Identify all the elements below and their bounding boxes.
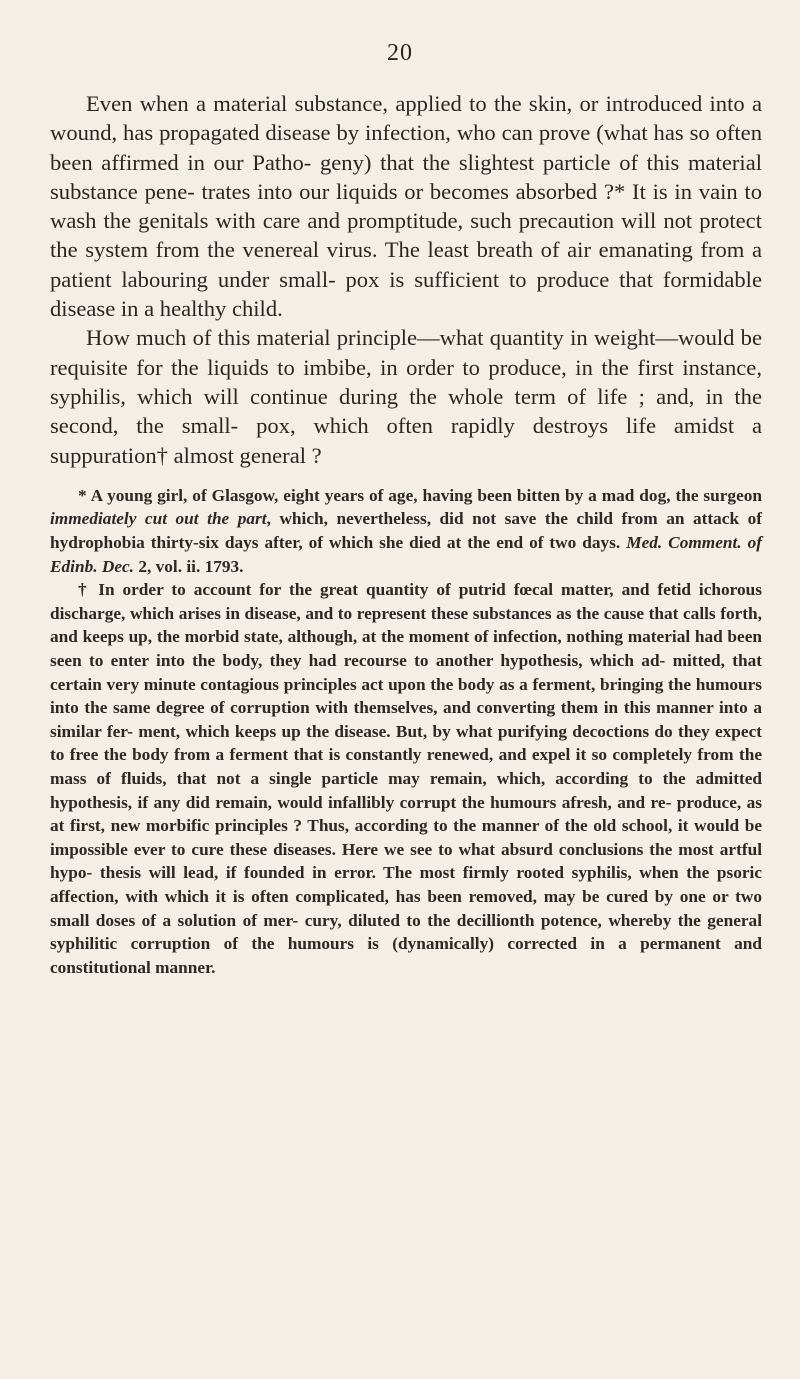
paragraph-1: Even when a material substance, applied to the skin, or introduced into a wound, has propagated disease by infection, who can prove (what has so often been affirmed in our Patho- geny) that the slightest particle of this material substance pene- trates into our liquids or becomes absorbed ?* It is in vain to wash the genitals with care and promptitude, such precaution will not protect the system from the venereal virus. The least breath of air emanating from a patient labouring under small- pox is sufficient to produce that formidable disease in a healthy child. — [50, 91, 762, 322]
footnote-2: † In order to account for the great quantity of putrid fœcal matter, and fetid ichorous discharge, which arises in disease, and to represent these substances as the cause that calls forth, and keeps up, the morbid state, although, at the moment of infection, nothing material had been seen to enter into the body, they had recourse to another hypothesis, which ad- mitted, that certain very minute contagious principles act upon the body as a ferment, bringing the humours into the same degree of corruption with themselves, and converting them in this manner into a similar fer- ment, which keeps up the disease. But, by what purifying decoctions do they expect to free the body from a ferment that is constantly renewed, and expel it so completely from the mass of fluids, that not a single particle may remain, which, according to the admitted hypothesis, if any did remain, would infallibly corrupt the humours afresh, and re- produce, as at first, new morbific principles ? Thus, according to the manner of the old school, it would be impossible ever to cure these diseases. Here we see to what absurd conclusions the most artful hypo- thesis will lead, if founded in error. The most firmly rooted syphilis, when the psoric affection, with which it is often complicated, has been removed, may be cured by one or two small doses of a solution of mer- cury, diluted to the decillionth potence, whereby the general syphilitic corruption of the humours is (dynamically) corrected in a permanent and constitutional manner. — [50, 580, 762, 977]
main-text — [0, 89, 800, 470]
footnote-1-emphasis: immediately cut out the part — [50, 509, 267, 529]
footnotes — [0, 470, 800, 979]
page-number: 20 — [387, 40, 413, 66]
footnote-1-text-c: 2, vol. ii. 1793. — [134, 556, 244, 576]
footnote-1-text-a: * A young girl, of Glasgow, eight years of age, having been bitten by a mad dog, the surgeon — [78, 485, 762, 505]
footnote-1 — [50, 484, 762, 578]
footnote-1-citation: Med. Comment. of Edinb. Dec. — [50, 533, 762, 576]
footnote-1-text-b: , which, nevertheless, did not save the child from an attack of hydrophobia thirty-six days after, of which she died at the end of two days. — [50, 509, 762, 553]
paragraph-2: How much of this material principle—what quantity in weight—would be requisite for the liquids to imbibe, in order to produce, in the first instance, syphilis, which will continue during the whole term of life ; and, in the second, the small- pox, which often rapidly destroys life amidst a suppuration† almost general ? — [50, 325, 762, 468]
